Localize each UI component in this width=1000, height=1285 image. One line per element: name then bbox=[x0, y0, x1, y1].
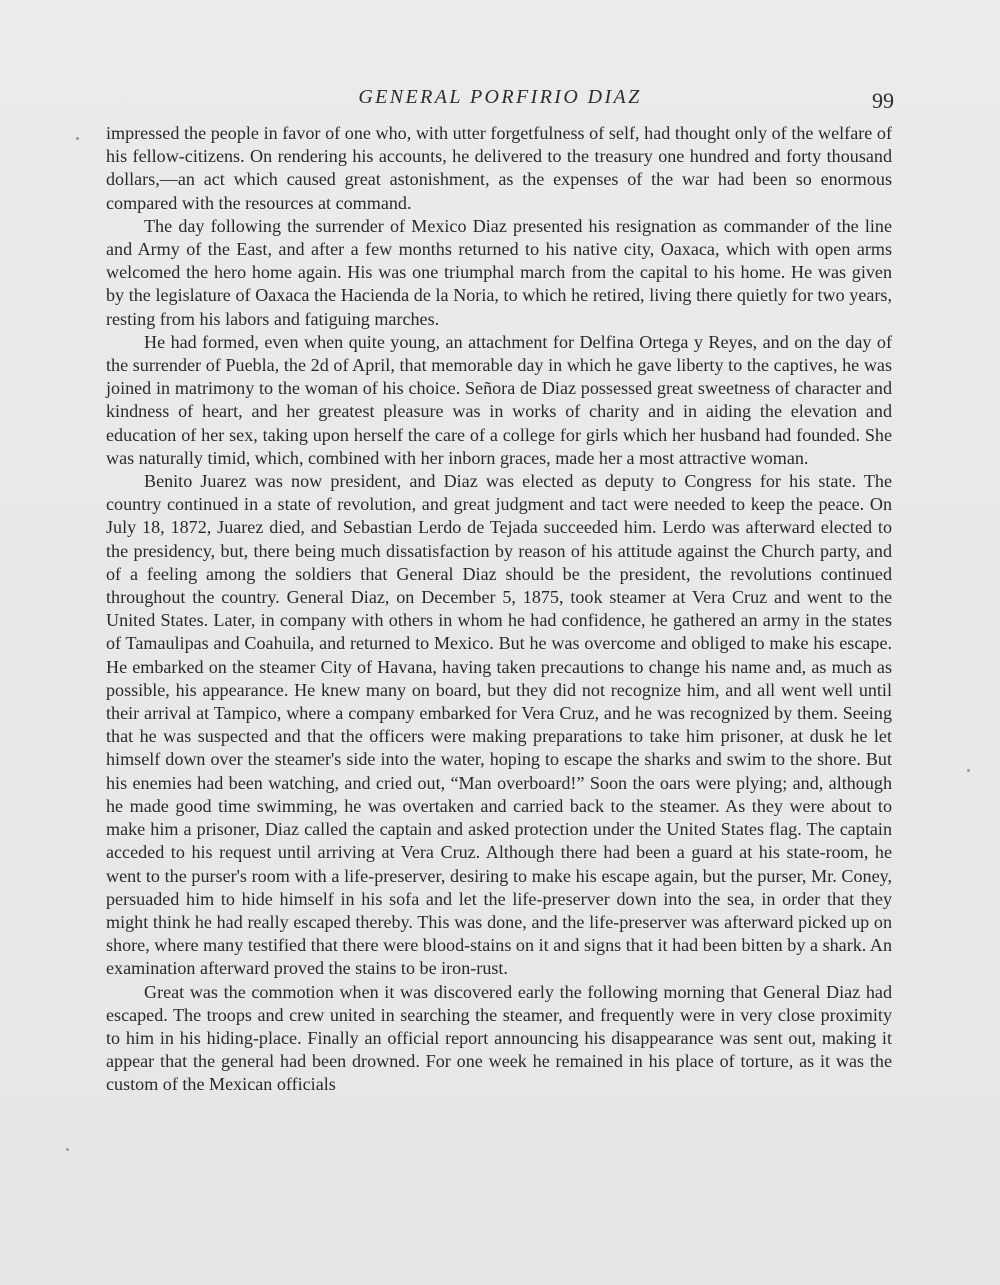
paper-speck bbox=[66, 1148, 69, 1151]
paper-speck bbox=[76, 137, 79, 140]
paragraph: He had formed, even when quite young, an attachment for Delfina Ortega y Reyes, and on the day of the surrender of Puebla, the 2d of April, that memorable day in which he gave liberty to the captives, he was joined in matrimony to the woman of his choice. Señora de Diaz possessed great sweetness of character and kindness of heart, and her greatest pleasure was in works of charity and in aiding the elevation and education of her sex, taking upon herself the care of a college for girls which her husband had founded. She was naturally timid, which, combined with her inborn graces, made her a most attractive woman. bbox=[106, 331, 892, 468]
page-body bbox=[106, 122, 892, 1097]
paragraph: Benito Juarez was now president, and Diaz was elected as deputy to Congress for his state. The country continued in a state of revolution, and great judgment and tact were needed to keep the peace. On July 18, 1872, Juarez died, and Sebastian Lerdo de Tejada succeeded him. Lerdo was afterward elected to the presidency, but, there being much dissatisfaction by reason of his attitude against the Church party, and of a feeling among the soldiers that General Diaz should be the president, the revolutions continued throughout the country. General Diaz, on December 5, 1875, took steamer at Vera Cruz and went to the United States. Later, in company with others in whom he had confidence, he gathered an army in the states of Tamaulipas and Coahuila, and returned to Mexico. But he was overcome and obliged to make his escape. He embarked on the steamer City of Havana, having taken precautions to change his name and, as much as possible, his appearance. He knew many on board, but they did not recognize him, and all went well until their arrival at Tampico, where a company embarked for Vera Cruz, and he was recognized by them. Seeing that he was suspected and that the officers were making preparations to take him prisoner, at dusk he let himself down over the steamer's side into the water, hoping to escape the sharks and swim to the shore. But his enemies had been watching, and cried out, “Man overboard!” Soon the oars were plying; and, although he made good time swimming, he was overtaken and carried back to the steamer. As they were about to make him a prisoner, Diaz called the captain and asked protection under the United States flag. The captain acceded to his request until arriving at Vera Cruz. Although there had been a guard at his state-room, he went to the purser's room with a life-preserver, desiring to make his escape again, but the purser, Mr. Coney, persuaded him to hide himself in his sofa and let the life-preserver down into the sea, in order that they might think he had really escaped thereby. This was done, and the life-preserver was afterward picked up on shore, where many testified that there were blood-stains on it and signs that it had been bitten by a shark. An examination afterward proved the stains to be iron-rust. bbox=[106, 471, 892, 979]
paragraph-continued: impressed the people in favor of one who, with utter forgetfulness of self, had thought only of the welfare of his fellow-citizens. On rendering his accounts, he delivered to the treasury one hundred and forty thousand dollars,—an act which caused great astonishment, as the expenses of the war had been so enormous compared with the resources at command. bbox=[106, 123, 892, 213]
running-head-title: GENERAL PORFIRIO DIAZ bbox=[358, 86, 642, 108]
paragraph: The day following the surrender of Mexico Diaz presented his resignation as commander of the line and Army of the East, and after a few months returned to his native city, Oaxaca, which with open arms welcomed the hero home again. His was one triumphal march from the capital to his home. He was given by the legislature of Oaxaca the Hacienda de la Noria, to which he retired, living there quietly for two years, resting from his labors and fatiguing marches. bbox=[106, 215, 892, 329]
paragraph: Great was the commotion when it was discovered early the following morning that General Diaz had escaped. The troops and crew united in searching the steamer, and frequently were in very close proximity to him in his hiding-place. Finally an official report announcing his disappearance was sent out, making it appear that the general had been drowned. For one week he remained in his place of torture, as it was the custom of the Mexican officials bbox=[106, 981, 892, 1095]
paper-speck bbox=[967, 769, 970, 772]
page-number: 99 bbox=[872, 88, 894, 113]
